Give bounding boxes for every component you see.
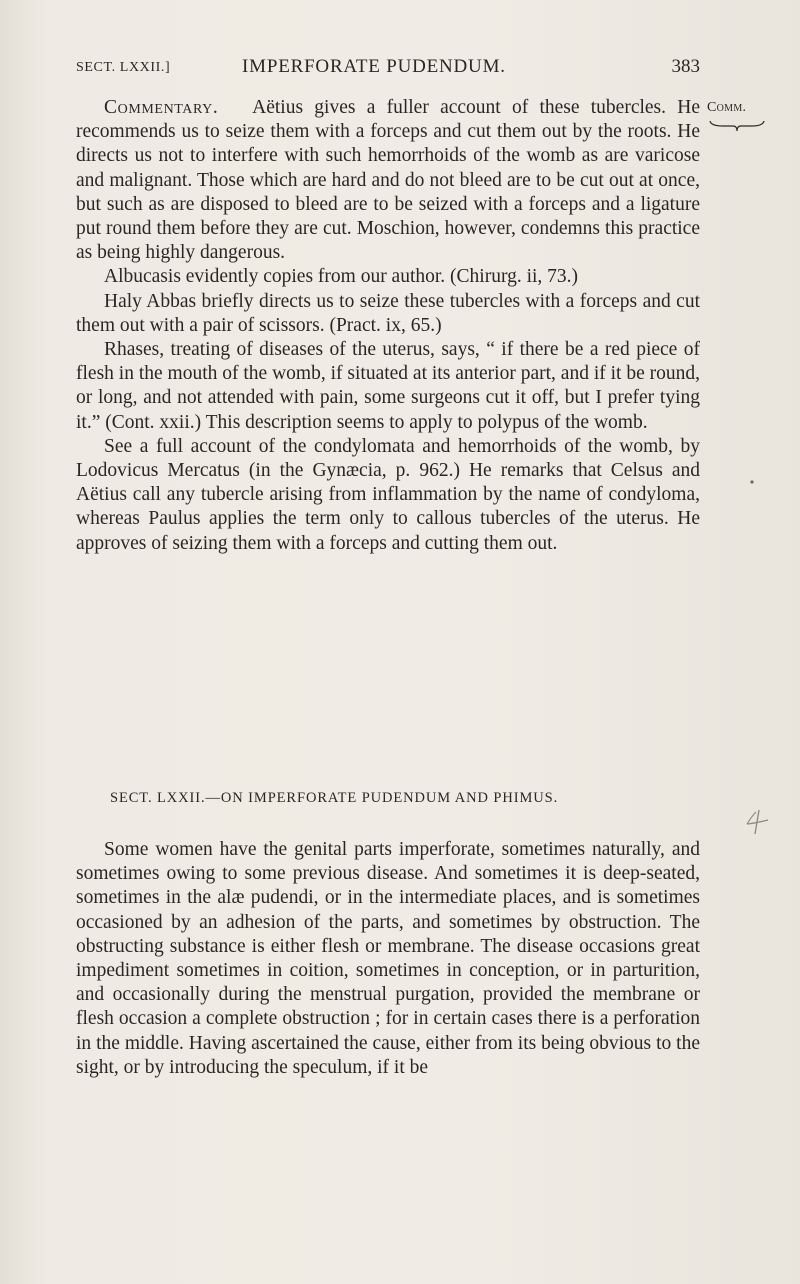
commentary-paragraph: See a full account of the condylomata and hemorrhoids of the womb, by Lodovicus Mercatus (in the Gynæcia, p. 962.) He remarks that Celsus and Aëtius call any tubercle arising from inflammation by the name of condyloma, whereas Paulus applies the term only to callous tubercles of the uterus. He approves of seizing them with a forceps and cutting them out. xyxy=(76,435,700,554)
pencil-dot-icon xyxy=(748,478,756,486)
commentary-text: Aëtius gives a fuller account of these tubercles. He recommends us to seize them with a forceps and cut them out by the roots. He directs us not to interfere with such hemorrhoids of the womb as are varicose and malignant. Those which are hard and do not bleed are to be cut out at once, but such as are disposed to bleed are to be seized with a forceps and a ligature put round them before they are cut. Moschion, however, condemns this practice as being highly dangerous. xyxy=(76,97,700,264)
pencil-cross-icon xyxy=(744,808,770,838)
page-number: 383 xyxy=(671,56,700,77)
commentary-paragraph: Albucasis evidently copies from our author. (Chirurg. ii, 73.) xyxy=(104,266,579,288)
commentary-block xyxy=(76,96,700,556)
margin-brace-icon xyxy=(709,120,765,132)
section-body xyxy=(76,838,700,1080)
running-title: IMPERFORATE PUDENDUM. xyxy=(242,56,506,77)
commentary-paragraph: Rhases, treating of diseases of the uterus, says, “ if there be a red piece of flesh in the mouth of the womb, if situated at its anterior part, and if it be round, or long, and not attended with pain, some surgeons cut it off, but I prefer tying it.” (Cont. xxii.) This description seems to apply to polypus of the womb. xyxy=(76,339,700,433)
running-head xyxy=(76,56,700,86)
commentary-paragraph: Haly Abbas briefly directs us to seize these tubercles with a forceps and cut them out with a pair of scissors. (Pract. ix, 65.) xyxy=(76,290,700,336)
section-heading: SECT. LXXII.—ON IMPERFORATE PUDENDUM AND PHIMUS. xyxy=(110,790,559,806)
commentary-paragraph xyxy=(76,96,700,265)
margin-note: Comm. xyxy=(707,100,747,115)
commentary-lead: Commentary. xyxy=(104,97,219,118)
section-paragraph: Some women have the genital parts imperforate, sometimes naturally, and sometimes owing to some previous disease. And sometimes it is deep-seated, sometimes in the alæ pudendi, or in the intermediate places, and is sometimes occasioned by an adhesion of the parts, and sometimes by obstruction. The obstructing substance is either flesh or membrane. The disease occasions great impediment sometimes in coition, sometimes in conception, or in parturition, and occasionally during the menstrual purgation, provided the membrane or flesh occasion a complete obstruction ; for in certain cases there is a perforation in the middle. Having ascertained the cause, either from its being obvious to the sight, or by introducing the speculum, if it be xyxy=(76,839,700,1078)
section-label: SECT. LXXII.] xyxy=(76,60,171,75)
